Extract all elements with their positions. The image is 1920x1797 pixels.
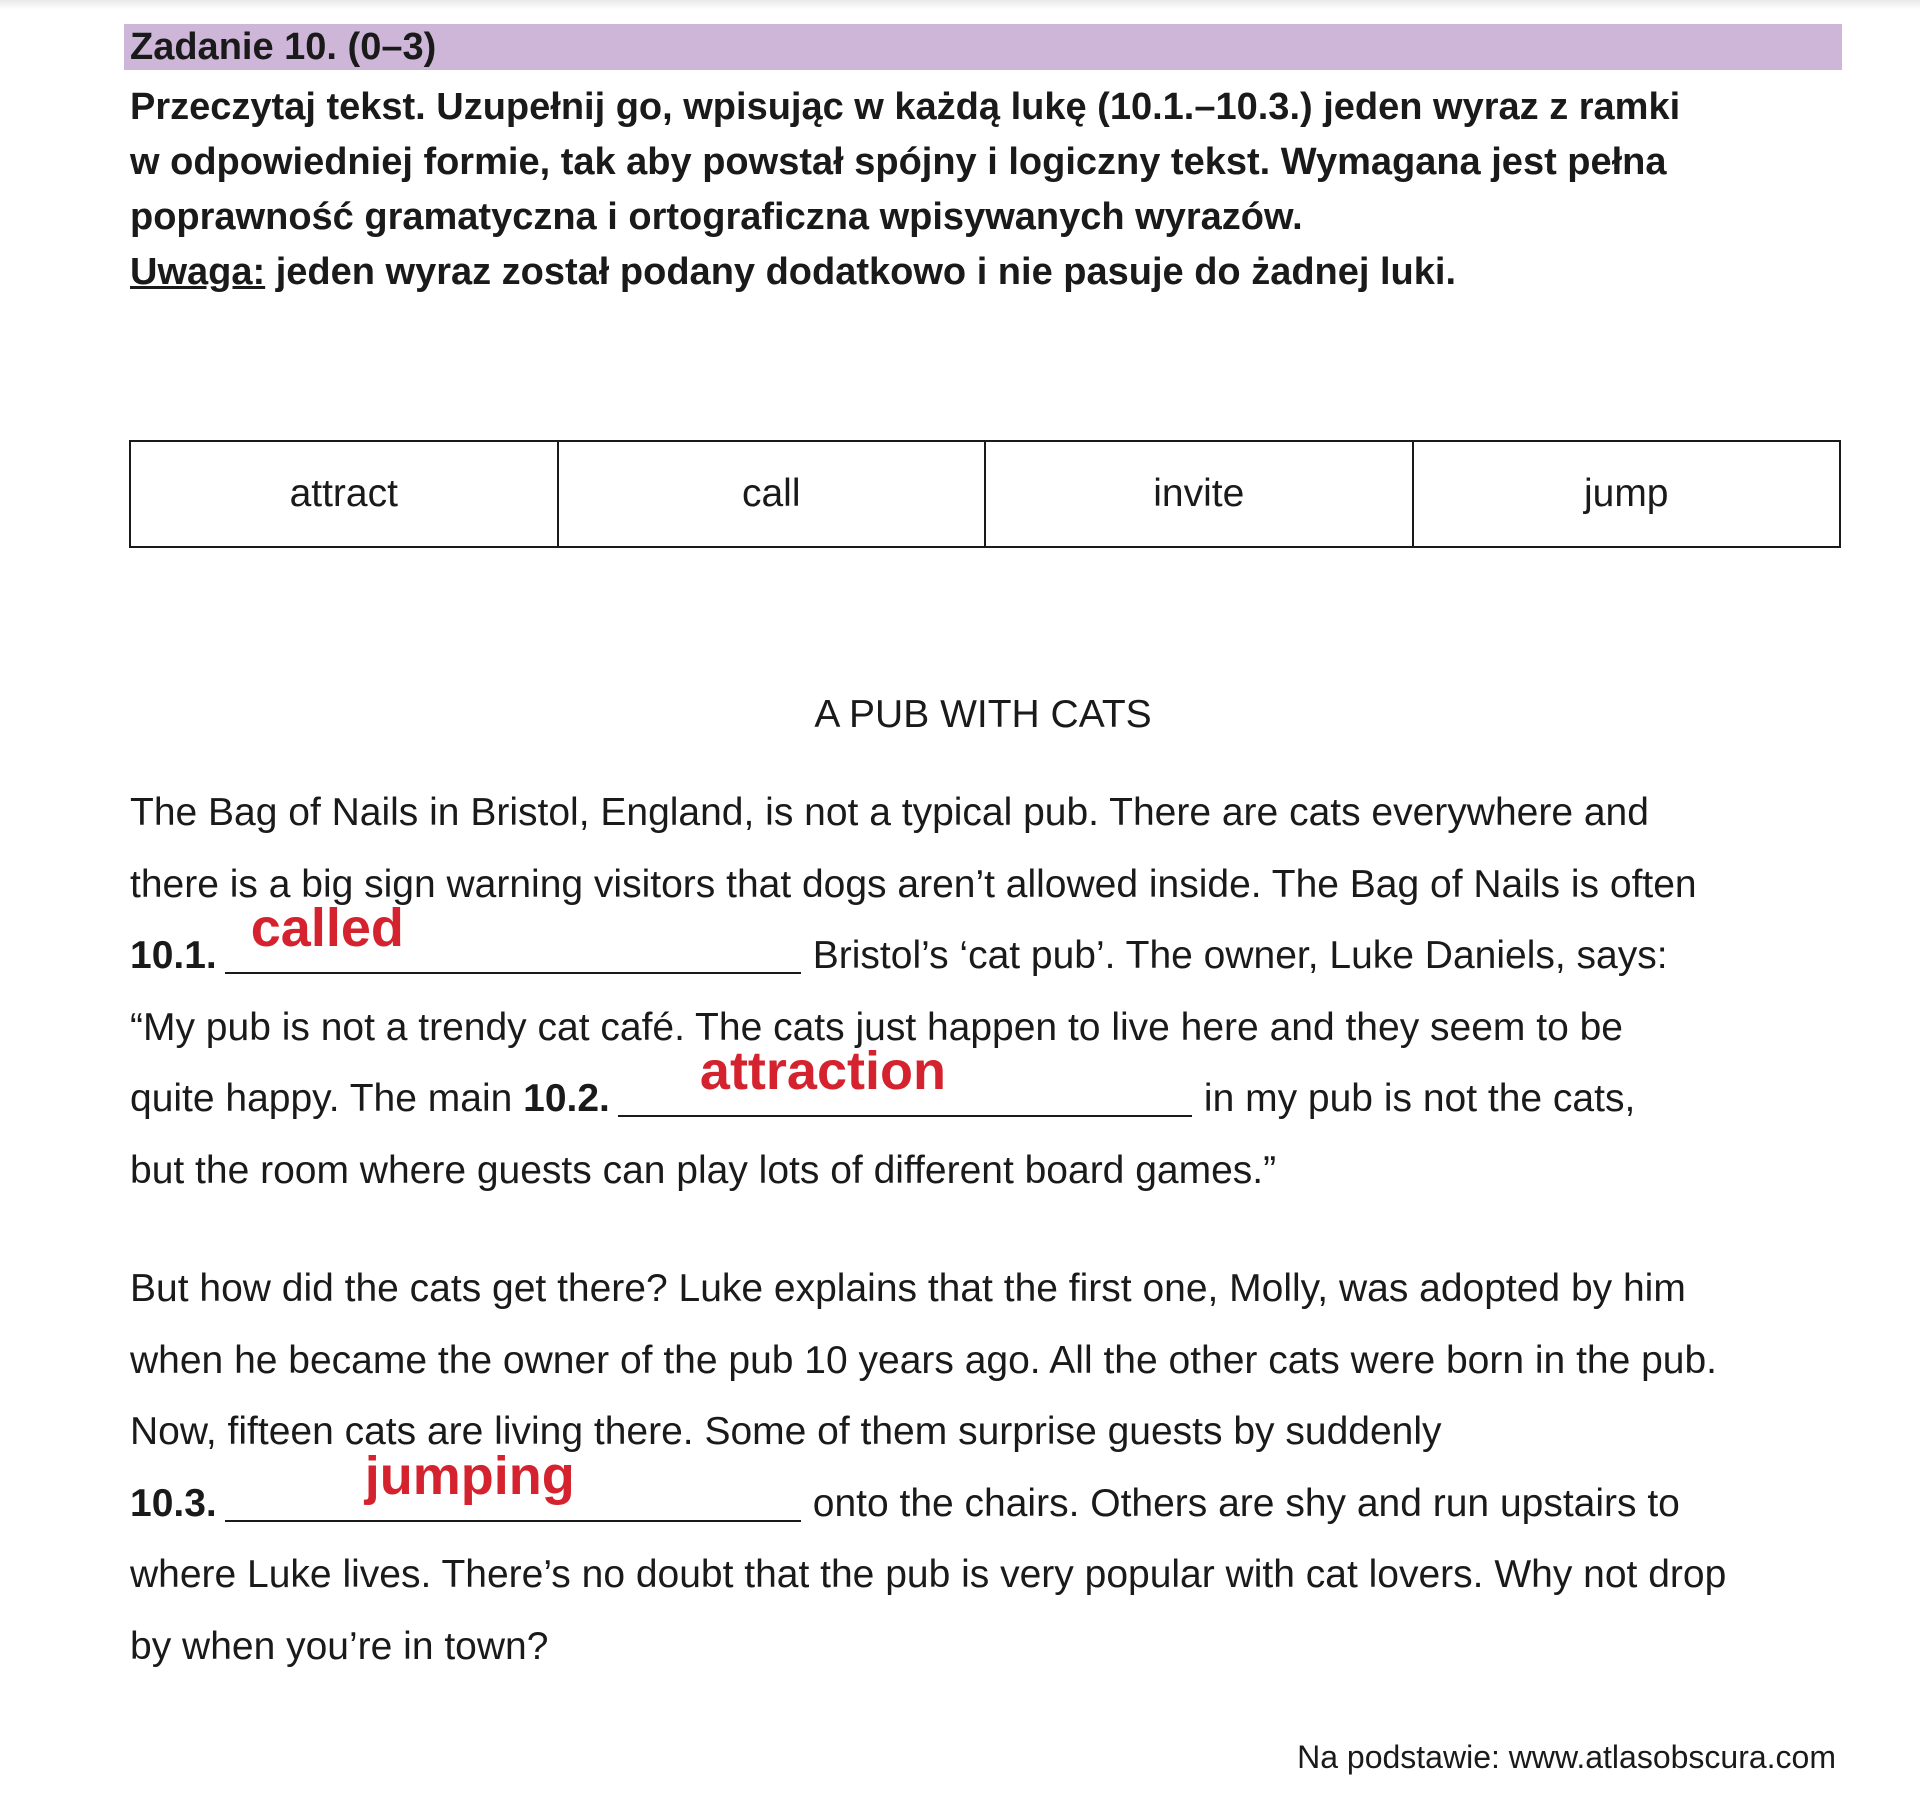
word-box-item: jump [1583,472,1669,515]
text-after-gap: in my pub is not the cats, [1203,1077,1636,1120]
text-line: But how did the cats get there? Luke explains that the first one, Molly, was adopted by him [130,1267,1686,1310]
instruction-line: w odpowiedniej formie, tak aby powstał spójny i logiczny tekst. Wymagana jest pełna [130,141,1667,183]
note-label: Uwaga: [130,251,266,293]
gap-10-1[interactable] [225,898,801,974]
article-paragraph-1 [130,777,1870,1206]
answer-10-1: called [250,898,404,958]
word-box-item: call [559,442,987,546]
note-text: jeden wyraz został podany dodatkowo i nie pasuje do żadnej luki. [265,251,1457,293]
text-line: when he became the owner of the pub 10 years ago. All the other cats were born in the pub. [130,1338,1718,1382]
article-paragraph-2 [130,1253,1870,1682]
text-line: Now, fifteen cats are living there. Some of them surprise guests by suddenly [130,1410,1442,1453]
word-box [129,440,1841,548]
gap-number-10-1: 10.1. [130,934,217,977]
instruction-line: poprawność gramatyczna i ortograficzna wpisywanych wyrazów. [130,196,1303,238]
gap-number-10-3: 10.3. [130,1481,217,1525]
text-line: The Bag of Nails in Bristol, England, is not a typical pub. There are cats everywhere and [130,791,1649,834]
instruction-line: Przeczytaj tekst. Uzupełnij go, wpisując w każdą lukę (10.1.–10.3.) jeden wyraz z ramki [130,86,1681,128]
text-line-with-gap [130,1041,1870,1135]
text-line-with-gap [130,898,1870,992]
text-line-with-gap [130,1445,1870,1540]
gap-number-10-2: 10.2. [523,1077,610,1120]
word-box-item: invite [986,442,1414,546]
text-line: but the room where guests can play lots of different board games.” [130,1148,1277,1192]
text-after-gap: onto the chairs. Others are shy and run upstairs to [812,1481,1680,1525]
text-line: where Luke lives. There’s no doubt that the pub is very popular with cat lovers. Why not drop [130,1553,1727,1596]
gap-10-3[interactable] [225,1445,801,1522]
text-line: there is a big sign warning visitors that dogs aren’t allowed inside. The Bag of Nails is often [130,862,1697,906]
source-citation: Na podstawie: www.atlasobscura.com [1297,1739,1836,1775]
article-title: A PUB WITH CATS [814,693,1152,736]
text-line: “My pub is not a trendy cat café. The cats just happen to live here and they seem to be [130,1005,1623,1049]
gap-10-2[interactable] [618,1041,1192,1117]
task-title: Zadanie 10. (0–3) [130,26,437,68]
word-box-item: attract [131,442,559,546]
instruction-note [130,245,1850,300]
text-after-gap: Bristol’s ‘cat pub’. The owner, Luke Daniels, says: [812,934,1668,977]
answer-10-2: attraction [699,1041,946,1101]
task-instructions [130,80,1850,300]
page-top-edge [0,0,1920,10]
text-line: by when you’re in town? [130,1624,549,1668]
text-before-gap: quite happy. The main [130,1077,524,1120]
answer-10-3: jumping [364,1445,575,1506]
